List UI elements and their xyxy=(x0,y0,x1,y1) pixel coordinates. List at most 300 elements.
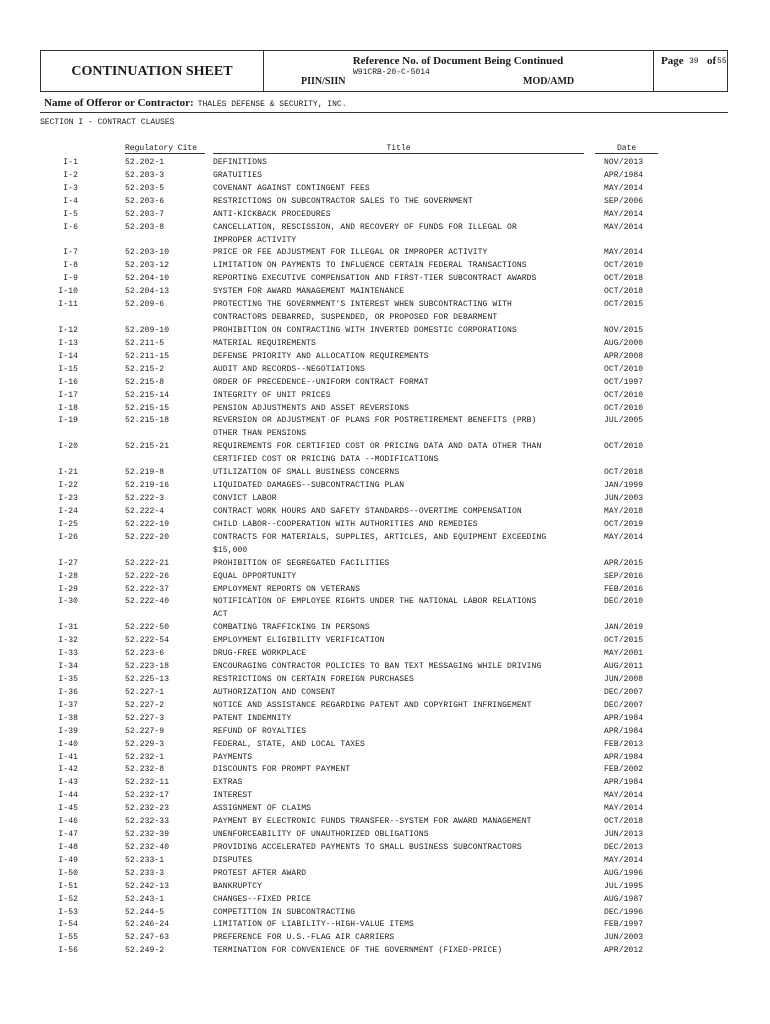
clause-title xyxy=(213,595,583,621)
table-row xyxy=(0,195,770,208)
regulatory-cite: 52.203-10 xyxy=(125,248,170,258)
regulatory-cite: 52.233-3 xyxy=(125,868,165,878)
clause-date: OCT/2018 xyxy=(604,274,644,284)
regulatory-cite: 52.222-21 xyxy=(125,558,170,568)
regulatory-cite: 52.222-3 xyxy=(125,494,165,504)
clause-title-line: ASSIGNMENT OF CLAIMS xyxy=(213,804,312,814)
clause-number: I-18 xyxy=(58,403,78,413)
clause-date: SEP/2016 xyxy=(604,571,644,581)
clause-date: MAY/2014 xyxy=(604,222,644,232)
regulatory-cite: 52.204-13 xyxy=(125,287,170,297)
clause-title-line: DEFENSE PRIORITY AND ALLOCATION REQUIREMENTS xyxy=(213,351,429,361)
table-row xyxy=(0,880,770,893)
clause-date: APR/2015 xyxy=(604,558,644,568)
clause-number: I-7 xyxy=(63,248,78,258)
table-row xyxy=(0,931,770,944)
table-row xyxy=(0,738,770,751)
clause-title xyxy=(213,414,583,440)
section-title: SECTION I - CONTRACT CLAUSES xyxy=(40,118,175,127)
table-row xyxy=(0,259,770,272)
table-row xyxy=(0,479,770,492)
clause-title-line: PROVIDING ACCELERATED PAYMENTS TO SMALL BUSINESS SUBCONTRACTORS xyxy=(213,842,522,852)
clause-number: I-8 xyxy=(63,261,78,271)
clause-title-line: PROHIBITION OF SEGREGATED FACILITIES xyxy=(213,558,390,568)
table-row xyxy=(0,169,770,182)
clause-title-line: CHANGES--FIXED PRICE xyxy=(213,894,312,904)
clause-title-line: CONTRACT WORK HOURS AND SAFETY STANDARDS--OVERTIME COMPENSATION xyxy=(213,506,522,516)
clause-title-line: REVERSION OR ADJUSTMENT OF PLANS FOR POSTRETIREMENT BENEFITS (PRB) xyxy=(213,416,537,426)
clause-title-line: CHILD LABOR--COOPERATION WITH AUTHORITIES AND REMEDIES xyxy=(213,519,478,529)
clause-title-line: PROHIBITION ON CONTRACTING WITH INVERTED DOMESTIC CORPORATIONS xyxy=(213,326,517,336)
clause-title xyxy=(213,557,583,570)
regulatory-cite: 52.229-3 xyxy=(125,739,165,749)
clause-title xyxy=(213,621,583,634)
clause-title-line: PAYMENT BY ELECTRONIC FUNDS TRANSFER--SYSTEM FOR AWARD MANAGEMENT xyxy=(213,817,532,827)
clause-number: I-54 xyxy=(58,920,78,930)
table-row xyxy=(0,841,770,854)
clause-date: JUN/2003 xyxy=(604,494,644,504)
clause-title-line: DISCOUNTS FOR PROMPT PAYMENT xyxy=(213,765,351,775)
clause-title xyxy=(213,337,583,350)
regulatory-cite: 52.232-39 xyxy=(125,830,170,840)
clause-number: I-10 xyxy=(58,287,78,297)
clause-date: NOV/2015 xyxy=(604,326,644,336)
page-label: Page xyxy=(661,55,684,67)
column-rule-regulatory-cite xyxy=(125,153,205,154)
table-row xyxy=(0,182,770,195)
clause-number: I-6 xyxy=(63,222,78,232)
column-header-title xyxy=(213,144,584,153)
table-row xyxy=(0,531,770,557)
offeror-label: Name of Offeror or Contractor: xyxy=(44,97,194,109)
table-row xyxy=(0,867,770,880)
regulatory-cite: 52.227-1 xyxy=(125,687,165,697)
clause-number: I-15 xyxy=(58,364,78,374)
clause-title xyxy=(213,259,583,272)
clause-date: APR/1984 xyxy=(604,170,644,180)
clause-date: DEC/2013 xyxy=(604,842,644,852)
table-row xyxy=(0,350,770,363)
table-row xyxy=(0,363,770,376)
clause-title-line: INTEGRITY OF UNIT PRICES xyxy=(213,390,331,400)
clause-title-line: NOTICE AND ASSISTANCE REGARDING PATENT AND COPYRIGHT INFRINGEMENT xyxy=(213,700,532,710)
clause-title-line: PENSION ADJUSTMENTS AND ASSET REVERSIONS xyxy=(213,403,410,413)
regulatory-cite: 52.215-2 xyxy=(125,364,165,374)
clause-number: I-13 xyxy=(58,338,78,348)
clause-title xyxy=(213,660,583,673)
clause-title-line: AUTHORIZATION AND CONSENT xyxy=(213,687,336,697)
clause-number: I-20 xyxy=(58,442,78,452)
clause-title xyxy=(213,673,583,686)
regulatory-cite: 52.209-6 xyxy=(125,300,165,310)
clause-number: I-32 xyxy=(58,636,78,646)
clause-title xyxy=(213,350,583,363)
clause-title xyxy=(213,854,583,867)
clause-title-line: CONTRACTS FOR MATERIALS, SUPPLIES, ARTICLES, AND EQUIPMENT EXCEEDING xyxy=(213,532,547,542)
clause-title-line: REPORTING EXECUTIVE COMPENSATION AND FIRST-TIER SUBCONTRACT AWARDS xyxy=(213,274,537,284)
clause-title xyxy=(213,324,583,337)
regulatory-cite: 52.223-6 xyxy=(125,649,165,659)
regulatory-cite: 52.215-14 xyxy=(125,390,170,400)
clause-number: I-24 xyxy=(58,506,78,516)
table-row xyxy=(0,466,770,479)
table-row xyxy=(0,583,770,596)
clause-title xyxy=(213,531,583,557)
regulatory-cite: 52.232-23 xyxy=(125,804,170,814)
table-row xyxy=(0,647,770,660)
clause-number: I-2 xyxy=(63,170,78,180)
clause-date: JAN/1999 xyxy=(604,481,644,491)
clause-title xyxy=(213,763,583,776)
clause-title xyxy=(213,363,583,376)
regulatory-cite: 52.203-12 xyxy=(125,261,170,271)
clause-number: I-41 xyxy=(58,752,78,762)
clause-title xyxy=(213,841,583,854)
table-row xyxy=(0,828,770,841)
clause-date: DEC/1996 xyxy=(604,907,644,917)
clause-title-line: PATENT INDEMNITY xyxy=(213,713,292,723)
clause-date: MAY/2014 xyxy=(604,791,644,801)
clause-title-line: PRICE OR FEE ADJUSTMENT FOR ILLEGAL OR IMPROPER ACTIVITY xyxy=(213,248,488,258)
clause-number: I-35 xyxy=(58,674,78,684)
clause-date: OCT/2010 xyxy=(604,442,644,452)
clause-number: I-12 xyxy=(58,326,78,336)
clause-date: MAY/2014 xyxy=(604,532,644,542)
clause-title-line: DRUG-FREE WORKPLACE xyxy=(213,649,307,659)
table-row xyxy=(0,595,770,621)
table-row xyxy=(0,660,770,673)
clause-number: I-51 xyxy=(58,881,78,891)
regulatory-cite: 52.227-9 xyxy=(125,726,165,736)
clause-date: OCT/2010 xyxy=(604,261,644,271)
clause-date: FEB/2013 xyxy=(604,739,644,749)
clause-number: I-17 xyxy=(58,390,78,400)
clause-title-line: RESTRICTIONS ON CERTAIN FOREIGN PURCHASES xyxy=(213,674,414,684)
regulatory-cite: 52.249-2 xyxy=(125,946,165,956)
clause-number: I-49 xyxy=(58,855,78,865)
clause-number: I-11 xyxy=(58,300,78,310)
clause-date: NOV/2013 xyxy=(604,158,644,167)
clause-number: I-55 xyxy=(58,933,78,943)
page-total: 55 xyxy=(717,57,727,66)
regulatory-cite: 52.232-11 xyxy=(125,778,170,788)
clause-date: MAY/2014 xyxy=(604,209,644,219)
regulatory-cite: 52.203-6 xyxy=(125,196,165,206)
regulatory-cite: 52.242-13 xyxy=(125,881,170,891)
clause-title-line: DEFINITIONS xyxy=(213,158,267,167)
clause-title-line: AUDIT AND RECORDS--NEGOTIATIONS xyxy=(213,364,365,374)
reference-title: Reference No. of Document Being Continued xyxy=(352,55,564,67)
clause-title xyxy=(213,285,583,298)
clause-title xyxy=(213,699,583,712)
clause-number: I-40 xyxy=(58,739,78,749)
reference-number: W91CRB-20-C-5014 xyxy=(353,68,430,77)
table-row xyxy=(0,557,770,570)
clause-date: APR/1984 xyxy=(604,778,644,788)
clause-number: I-1 xyxy=(63,158,78,167)
clause-title xyxy=(213,376,583,389)
reference-cell xyxy=(263,51,654,91)
clause-title xyxy=(213,492,583,505)
clause-title xyxy=(213,647,583,660)
clause-title-line: TERMINATION FOR CONVENIENCE OF THE GOVERNMENT (FIXED-PRICE) xyxy=(213,946,503,956)
clause-title-line: CONTRACTORS DEBARRED, SUSPENDED, OR PROPOSED FOR DEBARMENT xyxy=(213,313,498,323)
clause-number: I-43 xyxy=(58,778,78,788)
clause-title xyxy=(213,634,583,647)
clause-title xyxy=(213,789,583,802)
clause-title xyxy=(213,867,583,880)
mod-amd-label: MOD/AMD xyxy=(523,76,575,87)
clause-title xyxy=(213,402,583,415)
regulatory-cite: 52.222-40 xyxy=(125,597,170,607)
clause-title xyxy=(213,246,583,259)
clause-date: DEC/2010 xyxy=(604,597,644,607)
clause-title xyxy=(213,815,583,828)
clause-date: APR/1984 xyxy=(604,713,644,723)
header-title-cell xyxy=(41,51,264,91)
clause-number: I-31 xyxy=(58,623,78,633)
regulatory-cite: 52.211-5 xyxy=(125,338,165,348)
clause-date: AUG/1987 xyxy=(604,894,644,904)
clause-title xyxy=(213,918,583,931)
table-row xyxy=(0,272,770,285)
regulatory-cite: 52.244-5 xyxy=(125,907,165,917)
clause-number: I-56 xyxy=(58,946,78,956)
clause-date: OCT/2010 xyxy=(604,364,644,374)
clause-title xyxy=(213,751,583,764)
table-row xyxy=(0,492,770,505)
clause-date: APR/1984 xyxy=(604,726,644,736)
clause-title-line: CERTIFIED COST OR PRICING DATA --MODIFICATIONS xyxy=(213,455,439,465)
clause-number: I-44 xyxy=(58,791,78,801)
clause-title-line: CANCELLATION, RESCISSION, AND RECOVERY OF FUNDS FOR ILLEGAL OR xyxy=(213,222,517,232)
clause-title xyxy=(213,880,583,893)
table-row xyxy=(0,156,770,169)
clause-date: MAY/2018 xyxy=(604,506,644,516)
regulatory-cite: 52.243-1 xyxy=(125,894,165,904)
regulatory-cite: 52.203-5 xyxy=(125,183,165,193)
column-header-regulatory-cite: Regulatory Cite xyxy=(125,144,198,153)
table-row xyxy=(0,712,770,725)
clause-title xyxy=(213,944,583,957)
clause-date: OCT/2015 xyxy=(604,300,644,310)
clause-title-line: LIMITATION ON PAYMENTS TO INFLUENCE CERTAIN FEDERAL TRANSACTIONS xyxy=(213,261,527,271)
clause-date: AUG/2000 xyxy=(604,338,644,348)
clause-date: OCT/2019 xyxy=(604,519,644,529)
clause-title-line: OTHER THAN PENSIONS xyxy=(213,429,307,439)
clause-title-line: DISPUTES xyxy=(213,855,253,865)
table-row xyxy=(0,893,770,906)
clause-date: AUG/1996 xyxy=(604,868,644,878)
regulatory-cite: 52.222-54 xyxy=(125,636,170,646)
clause-number: I-36 xyxy=(58,687,78,697)
table-row xyxy=(0,918,770,931)
clause-title xyxy=(213,828,583,841)
clause-date: JUN/2013 xyxy=(604,830,644,840)
clause-title-line: UTILIZATION OF SMALL BUSINESS CONCERNS xyxy=(213,468,400,478)
clause-title-line: EMPLOYMENT ELIGIBILITY VERIFICATION xyxy=(213,636,385,646)
page-cell xyxy=(653,51,727,91)
clause-number: I-19 xyxy=(58,416,78,426)
clause-title xyxy=(213,182,583,195)
clause-title xyxy=(213,505,583,518)
regulatory-cite: 52.232-1 xyxy=(125,752,165,762)
clause-date: JUL/2005 xyxy=(604,416,644,426)
clause-number: I-47 xyxy=(58,830,78,840)
clause-number: I-30 xyxy=(58,597,78,607)
clause-title-line: PROTEST AFTER AWARD xyxy=(213,868,307,878)
table-row xyxy=(0,621,770,634)
clause-date: MAY/2014 xyxy=(604,183,644,193)
clause-title-line: PREFERENCE FOR U.S.-FLAG AIR CARRIERS xyxy=(213,933,395,943)
clause-title-line: COVENANT AGAINST CONTINGENT FEES xyxy=(213,183,370,193)
table-row xyxy=(0,944,770,957)
clause-title xyxy=(213,893,583,906)
clause-number: I-23 xyxy=(58,494,78,504)
column-rule-date xyxy=(595,153,658,154)
clause-title-line: RESTRICTIONS ON SUBCONTRACTOR SALES TO THE GOVERNMENT xyxy=(213,196,473,206)
clause-title-line: $15,000 xyxy=(213,545,248,555)
regulatory-cite: 52.219-8 xyxy=(125,468,165,478)
clause-title xyxy=(213,583,583,596)
table-row xyxy=(0,789,770,802)
clause-title-line: PROTECTING THE GOVERNMENT'S INTEREST WHEN SUBCONTRACTING WITH xyxy=(213,300,512,310)
table-row xyxy=(0,906,770,919)
regulatory-cite: 52.203-7 xyxy=(125,209,165,219)
clause-title-line: REQUIREMENTS FOR CERTIFIED COST OR PRICING DATA AND DATA OTHER THAN xyxy=(213,442,542,452)
column-rule-title xyxy=(213,153,584,154)
regulatory-cite: 52.202-1 xyxy=(125,158,165,167)
regulatory-cite: 52.227-3 xyxy=(125,713,165,723)
table-row xyxy=(0,376,770,389)
clause-title-line: ACT xyxy=(213,610,228,620)
clause-title xyxy=(213,479,583,492)
table-row xyxy=(0,854,770,867)
clause-title-line: EXTRAS xyxy=(213,778,243,788)
clause-date: JUN/2008 xyxy=(604,674,644,684)
clause-number: I-45 xyxy=(58,804,78,814)
clause-date: MAY/2014 xyxy=(604,855,644,865)
regulatory-cite: 52.227-2 xyxy=(125,700,165,710)
clause-number: I-53 xyxy=(58,907,78,917)
clause-number: I-46 xyxy=(58,817,78,827)
clause-date: OCT/2010 xyxy=(604,403,644,413)
clause-number: I-29 xyxy=(58,584,78,594)
clause-title xyxy=(213,570,583,583)
table-row xyxy=(0,725,770,738)
regulatory-cite: 52.222-26 xyxy=(125,571,170,581)
clause-title xyxy=(213,906,583,919)
clause-title-line: MATERIAL REQUIREMENTS xyxy=(213,338,316,348)
clause-title-line: IMPROPER ACTIVITY xyxy=(213,235,297,245)
table-row xyxy=(0,389,770,402)
clause-date: OCT/2015 xyxy=(604,636,644,646)
clause-number: I-25 xyxy=(58,519,78,529)
clause-number: I-33 xyxy=(58,649,78,659)
clause-number: I-26 xyxy=(58,532,78,542)
clause-date: MAY/2014 xyxy=(604,804,644,814)
clause-date: OCT/2018 xyxy=(604,817,644,827)
clause-title-line: FEDERAL, STATE, AND LOCAL TAXES xyxy=(213,739,365,749)
column-header-date: Date xyxy=(617,144,637,153)
clause-date: AUG/2011 xyxy=(604,662,644,672)
clause-number: I-39 xyxy=(58,726,78,736)
clause-title-line: ANTI-KICKBACK PROCEDURES xyxy=(213,209,331,219)
clause-date: OCT/2010 xyxy=(604,390,644,400)
regulatory-cite: 52.225-13 xyxy=(125,674,170,684)
clause-number: I-22 xyxy=(58,481,78,491)
clause-number: I-5 xyxy=(63,209,78,219)
clause-title xyxy=(213,440,583,466)
regulatory-cite: 52.215-15 xyxy=(125,403,170,413)
clause-title-line: INTEREST xyxy=(213,791,253,801)
clauses-table xyxy=(0,156,770,957)
table-row xyxy=(0,298,770,324)
table-row xyxy=(0,634,770,647)
clause-date: SEP/2006 xyxy=(604,196,644,206)
clause-number: I-27 xyxy=(58,558,78,568)
regulatory-cite: 52.203-8 xyxy=(125,222,165,232)
regulatory-cite: 52.204-10 xyxy=(125,274,170,284)
clause-number: I-4 xyxy=(63,196,78,206)
table-row xyxy=(0,763,770,776)
table-row xyxy=(0,802,770,815)
clause-title-line: LIMITATION OF LIABILITY--HIGH-VALUE ITEMS xyxy=(213,920,414,930)
regulatory-cite: 52.232-8 xyxy=(125,765,165,775)
column-header-title-text: Title xyxy=(386,144,411,153)
clause-title-line: EMPLOYMENT REPORTS ON VETERANS xyxy=(213,584,361,594)
clause-number: I-52 xyxy=(58,894,78,904)
clause-title-line: LIQUIDATED DAMAGES--SUBCONTRACTING PLAN xyxy=(213,481,405,491)
clause-title xyxy=(213,272,583,285)
clause-title xyxy=(213,686,583,699)
clause-date: JUN/2003 xyxy=(604,933,644,943)
clause-title xyxy=(213,466,583,479)
clause-title-line: BANKRUPTCY xyxy=(213,881,263,891)
clause-date: OCT/2018 xyxy=(604,468,644,478)
regulatory-cite: 52.222-20 xyxy=(125,532,170,542)
clause-number: I-28 xyxy=(58,571,78,581)
continuation-header xyxy=(40,50,728,92)
clause-date: OCT/1997 xyxy=(604,377,644,387)
clause-title xyxy=(213,389,583,402)
regulatory-cite: 52.247-63 xyxy=(125,933,170,943)
clause-date: DEC/2007 xyxy=(604,687,644,697)
clause-date: APR/2012 xyxy=(604,946,644,956)
clause-title-line: ORDER OF PRECEDENCE--UNIFORM CONTRACT FORMAT xyxy=(213,377,429,387)
regulatory-cite: 52.246-24 xyxy=(125,920,170,930)
table-row xyxy=(0,776,770,789)
clause-date: OCT/2018 xyxy=(604,287,644,297)
clause-title xyxy=(213,221,583,247)
clause-date: FEB/2016 xyxy=(604,584,644,594)
piin-label: PIIN/SIIN xyxy=(301,76,346,87)
clause-title-line: ENCOURAGING CONTRACTOR POLICIES TO BAN TEXT MESSAGING WHILE DRIVING xyxy=(213,662,542,672)
table-row xyxy=(0,285,770,298)
regulatory-cite: 52.232-40 xyxy=(125,842,170,852)
table-row xyxy=(0,246,770,259)
clause-title-line: NOTIFICATION OF EMPLOYEE RIGHTS UNDER THE NATIONAL LABOR RELATIONS xyxy=(213,597,537,607)
table-row xyxy=(0,673,770,686)
clause-date: JAN/2019 xyxy=(604,623,644,633)
clause-title-line: CONVICT LABOR xyxy=(213,494,277,504)
table-row xyxy=(0,440,770,466)
clause-title-line: COMPETITION IN SUBCONTRACTING xyxy=(213,907,356,917)
clause-date: DEC/2007 xyxy=(604,700,644,710)
regulatory-cite: 52.222-50 xyxy=(125,623,170,633)
regulatory-cite: 52.222-37 xyxy=(125,584,170,594)
regulatory-cite: 52.215-21 xyxy=(125,442,170,452)
